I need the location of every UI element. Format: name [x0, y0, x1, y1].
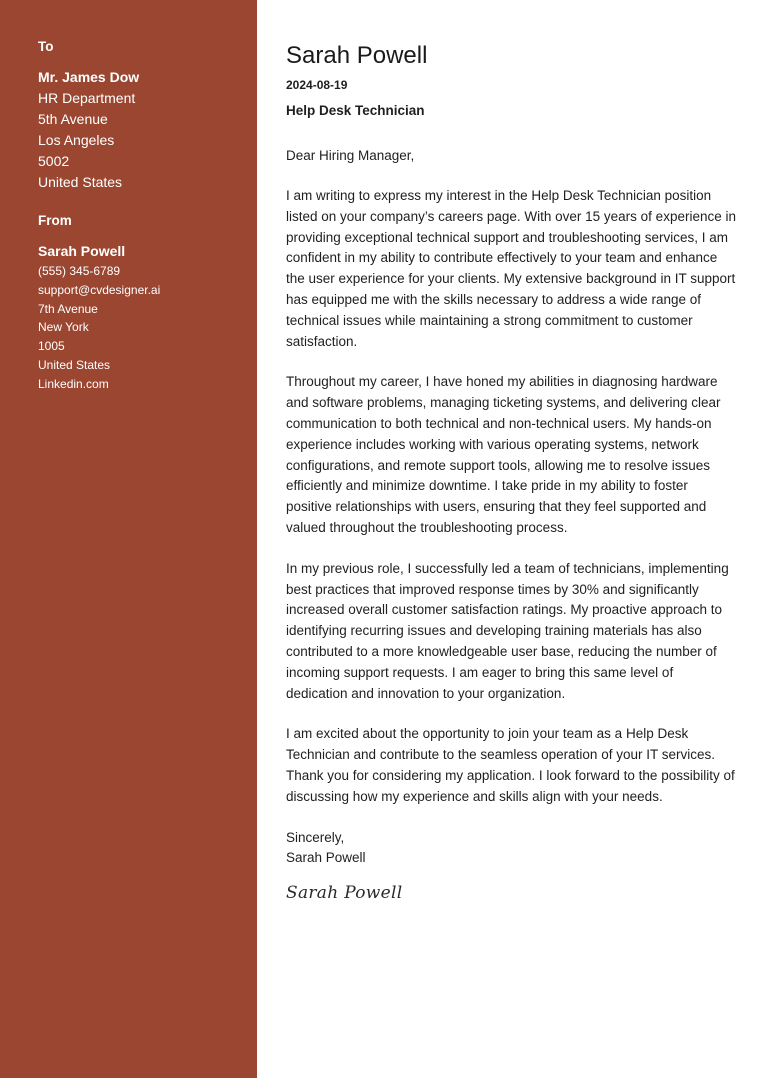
greeting: Dear Hiring Manager, — [286, 148, 415, 163]
page-title: Sarah Powell — [286, 42, 428, 69]
closing-block — [286, 828, 736, 870]
sender-heading: From — [38, 213, 72, 228]
recipient-department: HR Department — [38, 90, 136, 106]
sender-email: support@cvdesigner.ai — [38, 282, 161, 297]
sender-street: 7th Avenue — [38, 301, 98, 316]
letter-body — [286, 40, 736, 905]
recipient-zip: 5002 — [38, 153, 70, 169]
recipient-city: Los Angeles — [38, 132, 115, 148]
recipient-name: Mr. James Dow — [38, 69, 140, 85]
paragraph-1: I am writing to express my interest in the Help Desk Technician position listed on your company’s careers page. With over 15 years of experience in providing exceptional technical support and troubleshooting services, I am confident in my ability to contribute effectively to your team and enhance the user experience for your clients. My extensive background in IT support has equipped me with the skills necessary to address a wide range of technical issues while maintaining a strong commitment to customer satisfaction. — [286, 188, 736, 349]
paragraph-2: Throughout my career, I have honed my abilities in diagnosing hardware and software problems, managing ticketing systems, and delivering clear communication to both technical and non-technical users. My hands-on experience includes working with various operating systems, network configurations, and remote support tools, allowing me to resolve issues efficiently and minimize downtime. I take pride in my ability to foster positive relationships with users, ensuring that they feel supported and valued throughout the troubleshooting process. — [286, 374, 721, 535]
sender-website: Linkedin.com — [38, 376, 109, 391]
recipient-block — [38, 38, 243, 193]
sender-city: New York — [38, 320, 89, 335]
signature: Sarah Powell — [286, 883, 403, 904]
sender-phone: (555) 345-6789 — [38, 264, 121, 278]
job-title: Help Desk Technician — [286, 103, 425, 118]
recipient-heading: To — [38, 39, 54, 54]
paragraph-3: In my previous role, I successfully led a team of technicians, implementing best practices that improved response times by 30% and significantly increased overall customer satisfaction ratings. My proactive approach to identifying recurring issues and developing training materials has also contributed to a more knowledgeable user base, reducing the number of incoming support requests. I am eager to bring this same level of dedication and innovation to your organization. — [286, 560, 729, 701]
sender-zip: 1005 — [38, 339, 65, 354]
letter-date: 2024-08-19 — [286, 78, 348, 92]
paragraph-4: I am excited about the opportunity to join your team as a Help Desk Technician and contribute to the seamless operation of your IT services. Thank you for considering my application. I look forward to the possibility of discussing how my experience and skills align with your needs. — [286, 726, 735, 804]
recipient-street: 5th Avenue — [38, 111, 108, 127]
sender-country: United States — [38, 357, 111, 372]
closing-name: Sarah Powell — [286, 850, 366, 866]
closing-phrase: Sincerely, — [286, 829, 345, 845]
recipient-country: United States — [38, 174, 123, 190]
sender-name: Sarah Powell — [38, 243, 126, 259]
sender-block — [38, 212, 243, 394]
sidebar-content — [38, 38, 243, 394]
sidebar — [0, 0, 257, 1078]
